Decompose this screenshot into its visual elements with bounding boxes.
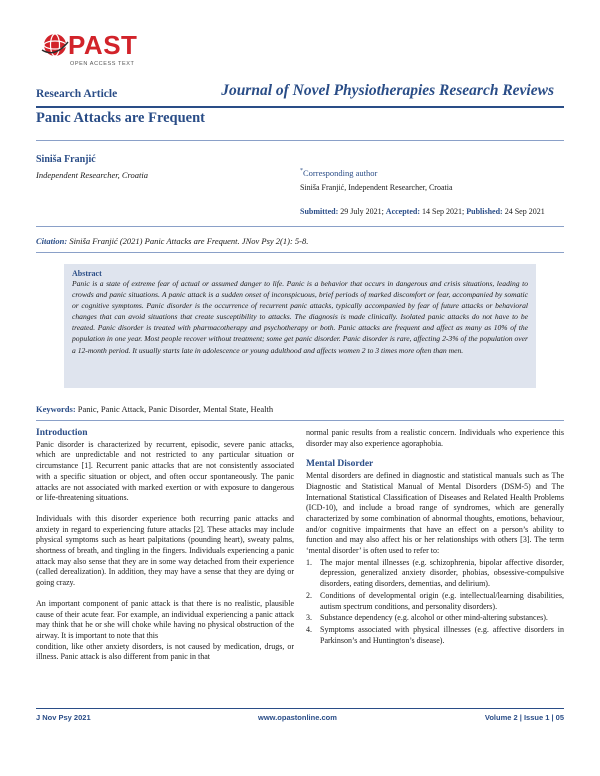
header-rule <box>36 106 564 108</box>
corresponding-mark: * <box>300 168 303 175</box>
list-item-text: Symptoms associated with physical illnesses (e.g. affective disorders in Parkinson’s and Huntington’s disease). <box>320 624 564 645</box>
abstract-body: Panic is a state of extreme fear of actual or assumed danger to life. Panic is a behavior that occurs in dangerous and crisis situations, leading to crowds and panic situations. A panic attack is a sudden onset of inconspicuous, brief periods of marked discomfort or fear, accompanied by somatic or cognitive symptoms. Panic disorder is the occurrence of recurrent panic attacks, typically accompanied by fear of future attacks or behavioral changes that can avoid situations that create susceptibility to attacks. The diagnosis is made clinically. Isolated panic attacks do not have to be treated. Panic disorder is treated with pharmacotherapy and psychotherapy or both. Panic attacks are frequent and affect as many as 10% of the population in one year. Most people recover without treatment; some get panic disorder. Panic disorder is rare, affecting 2-3% of the population over a 12-month period. It usually starts late in adolescence or young adulthood and affects women 2 to 3 times more often than men. <box>72 279 528 355</box>
keywords-label: Keywords: <box>36 404 76 414</box>
published-label: Published: <box>466 207 503 216</box>
corresponding-author-label <box>300 168 377 178</box>
introduction-heading: Introduction <box>36 428 88 438</box>
submitted-label: Submitted: <box>300 207 339 216</box>
disorder-list <box>306 558 564 647</box>
body-column-left <box>36 428 294 663</box>
corresponding-label-text: Corresponding author <box>303 168 378 178</box>
paragraph: Panic disorder is characterized by recurrent, episodic, severe panic attacks, which are unpredictable and not restricted to any particular situation or circumstance [1]. Recurrent panic attacks that are not consistently associated with a specific situation or object, and often occur spontaneously. The panic attacks are not associated with marked exertion or with exposure to dangerous or life-threatening situations. <box>36 439 294 503</box>
author-name: Siniša Franjić <box>36 154 96 165</box>
paragraph: Mental disorders are defined in diagnostic and statistical manuals such as The Diagnostic and Statistical Manual of Mental Disorders (DSM-5) and The International Statistical Classification of Diseases and Related Health Problems (ICD-10), and include a broad range of syndromes, which are generally characterized by some combination of abnormal thoughts, emotions, behaviour, and/or cognitive impairments that have an effect on a person’s ability to function and may also affect his or her relationships with others [3]. The term ‘mental disorder’ is often used to refer to: <box>306 471 564 556</box>
list-item <box>306 558 564 590</box>
corresponding-author-text: Siniša Franjić, Independent Researcher, Croatia <box>300 183 453 192</box>
logo-tagline: OPEN ACCESS TEXT <box>70 61 135 67</box>
divider <box>36 140 564 141</box>
list-item <box>306 591 564 612</box>
citation-text: Siniša Franjić (2021) Panic Attacks are Frequent. JNov Psy 2(1): 5-8. <box>69 236 309 246</box>
journal-title: Journal of Novel Physiotherapies Research Reviews <box>221 82 554 99</box>
citation-label: Citation: <box>36 236 68 246</box>
mental-disorder-heading: Mental Disorder <box>306 459 374 470</box>
article-type: Research Article <box>36 88 118 100</box>
list-item-text: Conditions of developmental origin (e.g. intellectual/learning disabilities, autism spectrum conditions, and personality disorders). <box>320 590 564 611</box>
submitted-date: 29 July 2021; <box>340 207 384 216</box>
citation <box>36 236 308 246</box>
list-item-number: 4. <box>306 624 312 634</box>
list-item <box>306 625 564 646</box>
header-band <box>36 82 564 108</box>
paragraph: Individuals with this disorder experience both recurring panic attacks and anxiety in regard to experiencing future attacks [2]. These attacks may include physical symptoms such as heart palpitations (pounding heart), sweaty palms, shortness of breath, and tingling in the fingers. Individuals experiencing a panic attack may also sense that they are in some way detached from their experience (called derealization). In addition, they may have a sense that they are dying or going crazy. <box>36 513 294 588</box>
paper-title: Panic Attacks are Frequent <box>36 110 206 126</box>
abstract-heading: Abstract <box>72 269 102 278</box>
published-date: 24 Sep 2021 <box>504 207 545 216</box>
list-item <box>306 613 564 624</box>
globe-icon <box>40 30 70 60</box>
divider <box>36 420 564 421</box>
keywords <box>36 404 273 414</box>
keywords-text: Panic, Panic Attack, Panic Disorder, Mental State, Health <box>77 404 274 414</box>
accepted-date: 14 Sep 2021; <box>422 207 465 216</box>
list-item-number: 3. <box>306 613 312 623</box>
footer-rule <box>36 708 564 709</box>
abstract-box <box>64 264 536 388</box>
list-item-text: The major mental illnesses (e.g. schizophrenia, bipolar affective disorder, depression, generalized anxiety disorder, phobias, obsessive-compulsive disorders, eating disorders, dementias, and delirium). <box>320 557 564 589</box>
footer-journal: J Nov Psy 2021 <box>36 713 91 722</box>
list-item-number: 2. <box>306 590 312 600</box>
divider <box>36 226 564 227</box>
body-column-right <box>306 428 564 647</box>
accepted-label: Accepted: <box>385 207 421 216</box>
list-item-number: 1. <box>306 557 312 567</box>
list-item-text: Substance dependency (e.g. alcohol or other mind-altering substances). <box>320 613 548 623</box>
publisher-logo <box>40 30 150 78</box>
divider <box>36 252 564 253</box>
footer-volume: Volume 2 | Issue 1 | 05 <box>484 713 564 722</box>
publication-dates <box>300 207 545 216</box>
logo-wordmark: PAST <box>68 30 138 60</box>
paragraph: normal panic results from a realistic concern. Individuals who experience this disorder may also experience agoraphobia. <box>306 428 564 448</box>
footer-website-link[interactable]: www.opastonline.com <box>258 713 337 722</box>
paragraph: condition, like other anxiety disorders, is not caused by medication, drugs, or illness. Panic attack is also different from panic in that <box>36 641 294 662</box>
author-affiliation: Independent Researcher, Croatia <box>36 170 148 180</box>
paragraph: An important component of panic attack is that there is no realistic, plausible cause of their acute fear. For example, an individual experiencing a panic attack may think that he or she will choke while having no physical obstruction of the airway. It is important to note that this <box>36 598 294 640</box>
